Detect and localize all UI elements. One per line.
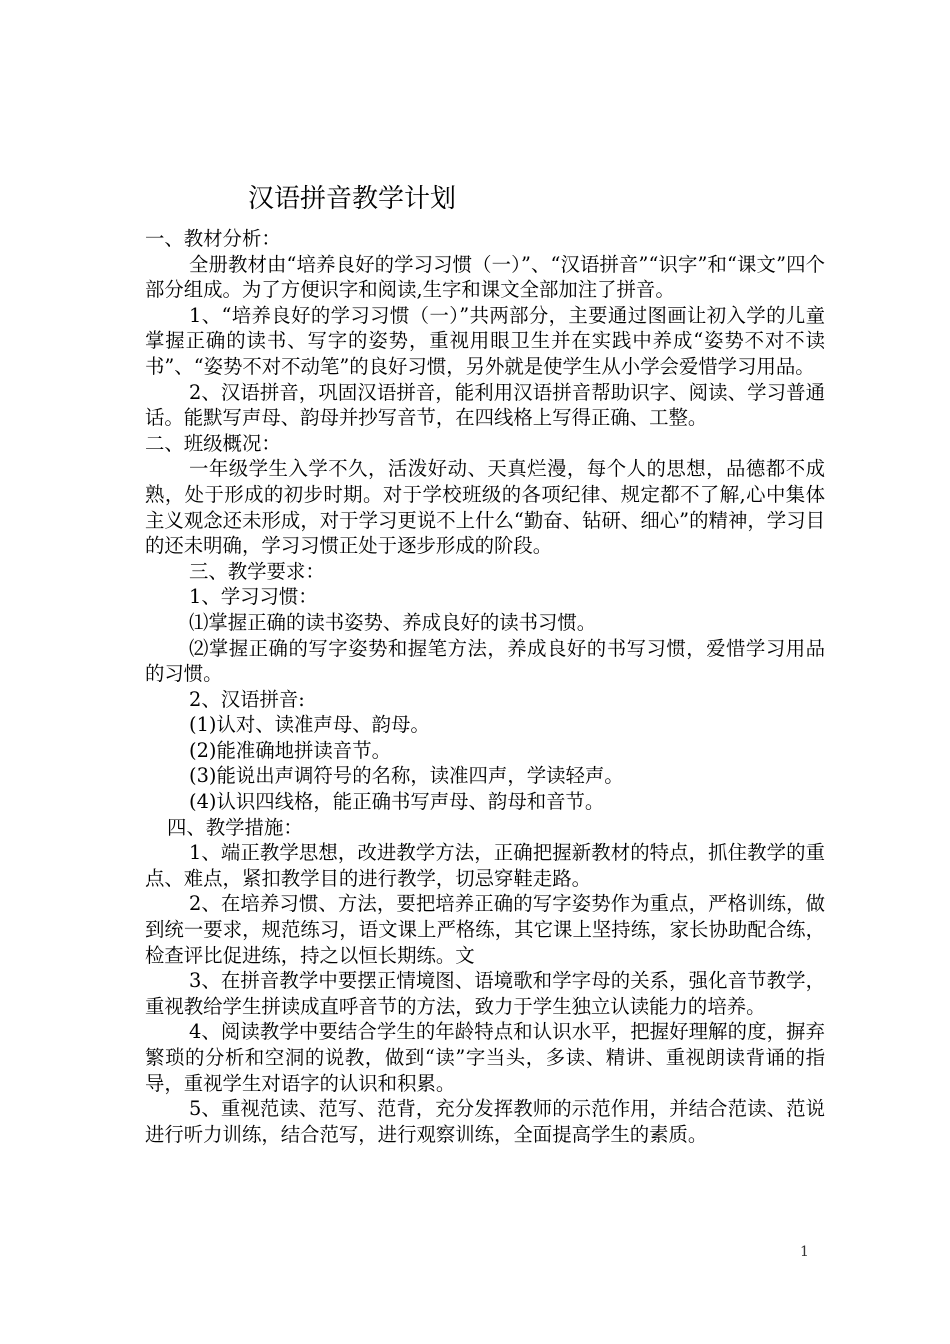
section-heading-class-overview: 二、班级概况： — [145, 431, 281, 455]
page-number: 1 — [800, 1244, 809, 1260]
paragraph: 一年级学生入学不久，活泼好动、天真烂漫，每个人的思想，品德都不成熟，处于形成的初步时期。对于学校班级的各项纪律、规定都不了解,心中集体主义观念还未形成，对于学习更说不上什么“勤奋、钻研、细心”的精神，学习目的还未明确，学习习惯正处于逐步形成的阶段。 — [145, 457, 825, 558]
paragraph: 4、阅读教学中要结合学生的年龄特点和认识水平，把握好理解的度，摒弃繁琐的分析和空洞的说教，做到“读”字当头，多读、精讲、重视朗读背诵的指导，重视学生对语字的认识和积累。 — [145, 1020, 825, 1095]
subheading-study-habits: 1、学习习惯： — [189, 585, 318, 609]
list-item: (2)能准确地拼读音节。 — [189, 738, 391, 762]
paragraph: 1、“培养良好的学习习惯（一）”共两部分，主要通过图画让初入学的儿童掌握正确的读书、写字的姿势，重视用眼卫生并在实践中养成“姿势不对不读书”、“姿势不对不动笔”的良好习惯，另外就是使学生从小学会爱惜学习用品。 — [145, 303, 825, 378]
list-item: (1)认对、读准声母、韵母。 — [189, 713, 430, 737]
list-item: (3)能说出声调符号的名称，读准四声，学读轻声。 — [189, 764, 624, 788]
section-heading-teaching-requirements: 三、教学要求： — [189, 559, 325, 583]
paragraph: 5、重视范读、范写、范背，充分发挥教师的示范作用，并结合范读、范说进行听力训练，结合范写，进行观察训练，全面提高学生的素质。 — [145, 1097, 825, 1146]
document-title: 汉语拼音教学计划 — [248, 184, 457, 214]
section-heading-teaching-measures: 四、教学措施： — [167, 815, 303, 839]
paragraph: 2、在培养习惯、方法，要把培养正确的写字姿势作为重点，严格训练，做到统一要求，规范练习，语文课上严格练，其它课上坚持练，家长协助配合练，检查评比促进练，持之以恒长期练。文 — [145, 892, 825, 967]
list-item: ⑵掌握正确的写字姿势和握笔方法，养成良好的书写习惯，爱惜学习用品的习惯。 — [145, 636, 825, 686]
document-body — [145, 226, 825, 1147]
paragraph: 全册教材由“培养良好的学习习惯（一）”、“汉语拼音”“识字”和“课文”四个部分组成。为了方便识字和阅读,生字和课文全部加注了拼音。 — [145, 252, 825, 302]
paragraph: 2、汉语拼音，巩固汉语拼音，能利用汉语拼音帮助识字、阅读、学习普通话。能默写声母、韵母并抄写音节，在四线格上写得正确、工整。 — [145, 380, 825, 430]
section-heading-textbook-analysis: 一、教材分析： — [145, 227, 281, 250]
subheading-pinyin: 2、汉语拼音: — [189, 687, 305, 711]
list-item: (4)认识四线格，能正确书写声母、韵母和音节。 — [189, 790, 605, 814]
paragraph: 1、端正教学思想，改进教学方法，正确把握新教材的特点，抓住教学的重点、难点，紧扣教学目的进行教学，切忌穿鞋走路。 — [145, 841, 825, 890]
list-item: ⑴掌握正确的读书姿势、养成良好的读书习惯。 — [189, 610, 597, 634]
paragraph: 3、在拼音教学中要摆正情境图、语境歌和学字母的关系，强化音节教学，重视教给学生拼读成直呼音节的方法，致力于学生独立认读能力的培养。 — [145, 969, 825, 1018]
